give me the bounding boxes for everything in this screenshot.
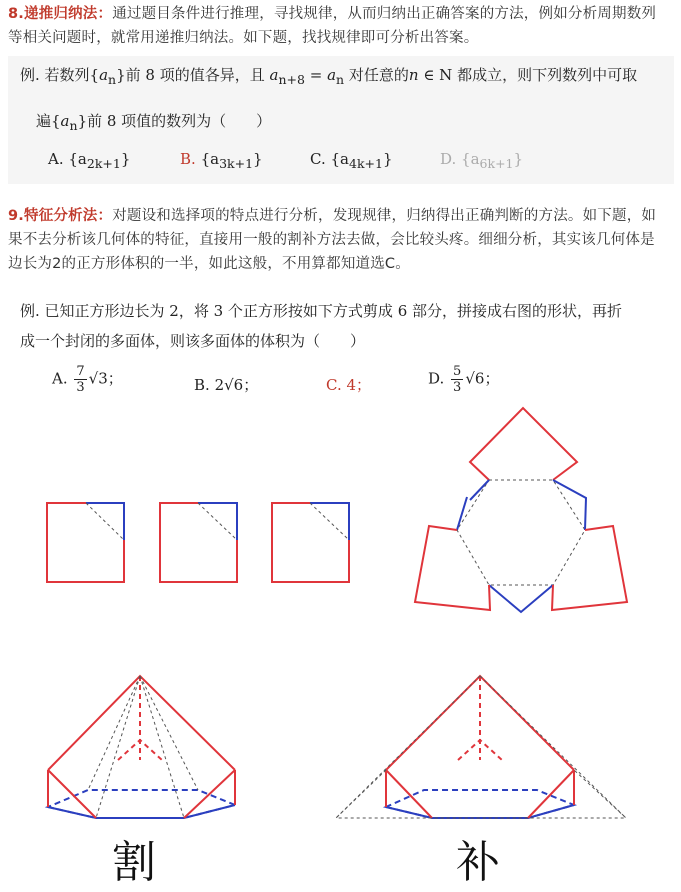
example-1-option-d: D. $\{a_{6k+1}\}$	[440, 150, 524, 171]
section-8-heading: 8.递推归纳法：	[8, 6, 113, 22]
section-8-text-2: 等相关问题时，就常用递推归纳法。如下题，找找规律即可分析出答案。	[8, 30, 479, 46]
example-2-option-d: D. $\frac{5}{3}$ √6；	[428, 364, 500, 395]
example-2-option-c: C. 4；	[326, 376, 372, 394]
example-2-option-b: B. 2√6；	[194, 376, 259, 394]
example-1-option-a: A. $\{a_{2k+1}\}$	[48, 150, 131, 171]
example-2-line-2: 成一个封闭的多面体，则该多面体的体积为（ ）	[20, 332, 366, 350]
example-1-option-b: B. $\{a_{3k+1}\}$	[180, 150, 263, 171]
fill-polyhedron	[336, 676, 626, 818]
section-9-text-3: 边长为2的正方形体积的一半，如此这般，不用算都知道选C。	[8, 256, 410, 272]
section-9-text-1: 对题设和选择项的特点进行分析，发现规律，归纳得出正确判断的方法。如下题，如	[112, 208, 657, 224]
example-1-line-2: 遍$\{a_n\}$前 8 项值的数列为（ ）	[36, 112, 272, 133]
example-2-line-1: 例. 已知正方形边长为 2，将 3 个正方形按如下方式剪成 6 部分，拼接成右图的形状，再折	[20, 302, 623, 320]
cut-square-3	[272, 503, 349, 582]
label-cut: 割	[112, 837, 156, 888]
example-1-option-c: C. $\{a_{4k+1}\}$	[310, 150, 393, 171]
cut-square-2	[160, 503, 237, 582]
cut-square-1	[47, 503, 124, 582]
assembled-net	[415, 408, 627, 612]
section-8-text-1: 通过题目条件进行推理，寻找规律，从而归纳出正确答案的方法，例如分析周期数列	[112, 6, 657, 22]
section-9-text-2: 果不去分析该几何体的特征，直接用一般的割补方法去做，会比较头疼。细细分析，其实该几何体是	[8, 232, 655, 248]
label-fill: 补	[456, 837, 500, 888]
example-2-option-a: A. $\frac{7}{3}$ √3；	[52, 364, 123, 395]
cut-polyhedron	[48, 676, 235, 818]
example-1-line-1: 例. 若数列$\{a_n\}$前 8 项的值各异，且 $a_{n+8} = a_n$ 对任意的n ∈ N 都成立，则下列数列中可取	[20, 66, 638, 87]
section-9-heading: 9.特征分析法：	[8, 208, 113, 224]
